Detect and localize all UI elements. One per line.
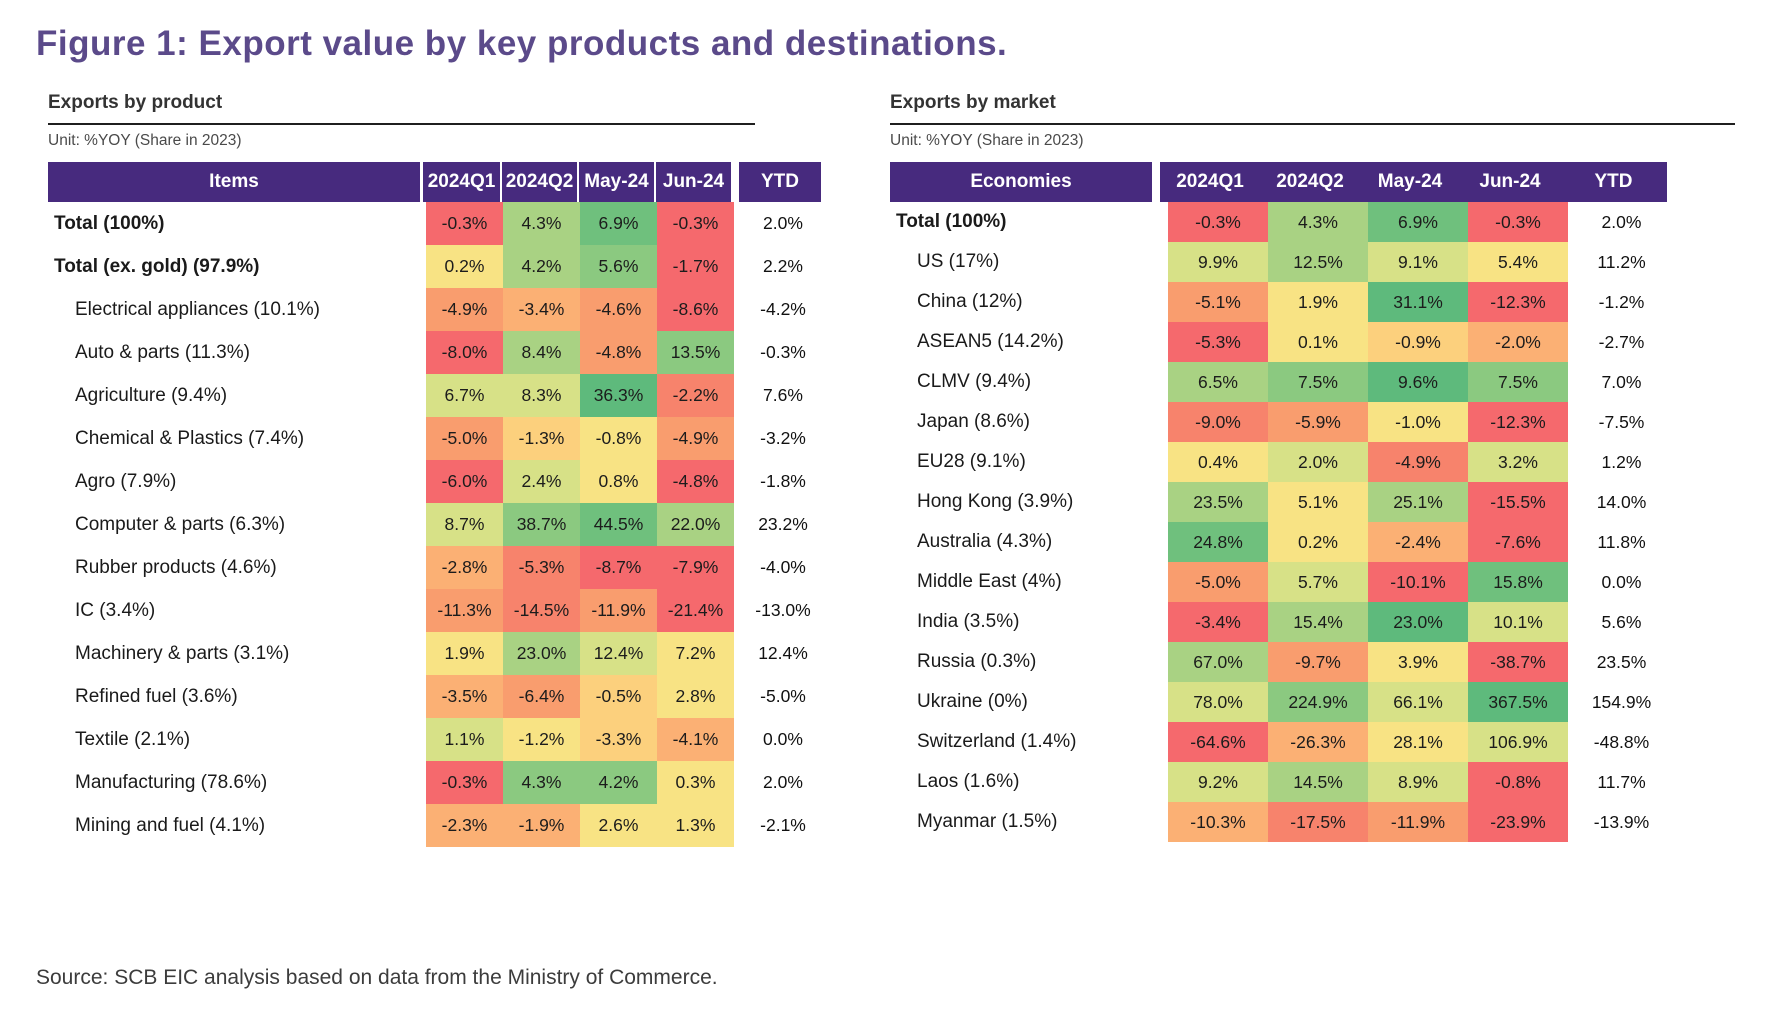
value-cell: -4.8% [580,331,657,374]
value-cell: 367.5% [1468,682,1568,722]
table-row [48,718,858,761]
ytd-value: -2.7% [1568,322,1675,362]
table-row [48,589,858,632]
table-header-row [48,162,858,202]
row-label: Agro (7.9%) [75,470,177,492]
value-cell: 66.1% [1368,682,1468,722]
value-cell: -2.3% [426,804,503,847]
column-gap [734,632,742,675]
value-cell: -26.3% [1268,722,1368,762]
value-cell: 12.4% [580,632,657,675]
value-cell: -0.3% [426,761,503,804]
value-cell: 14.5% [1268,762,1368,802]
column-gap [734,589,742,632]
column-header-may-24: May-24 [1360,162,1460,202]
value-cell: -8.7% [580,546,657,589]
row-label: India (3.5%) [917,611,1020,632]
value-cell: -2.2% [657,374,734,417]
ytd-value: 23.5% [1568,642,1675,682]
value-cell: 10.1% [1468,602,1568,642]
value-cell: 4.3% [503,761,580,804]
table-row [890,522,1738,562]
value-cell: -0.9% [1368,322,1468,362]
table-row [890,762,1738,802]
row-label: Hong Kong (3.9%) [917,491,1074,512]
value-cell: -11.9% [1368,802,1468,842]
value-cell: -2.0% [1468,322,1568,362]
table-row [890,602,1738,642]
value-cell: 13.5% [657,331,734,374]
value-cell: 0.2% [426,245,503,288]
value-cell: 0.4% [1168,442,1268,482]
value-cell: 38.7% [503,503,580,546]
exports-by-product-panel [48,92,858,847]
table-row [890,802,1738,842]
table-row [890,482,1738,522]
table-row [48,374,858,417]
value-cell: 4.2% [580,761,657,804]
table-row [890,722,1738,762]
value-cell: 15.8% [1468,562,1568,602]
row-label: Middle East (4%) [917,571,1062,592]
value-cell: 7.5% [1468,362,1568,402]
table-body [48,202,858,847]
row-label: Australia (4.3%) [917,531,1053,552]
row-label: Textile (2.1%) [75,728,191,750]
column-header-economies: Economies [890,162,1160,202]
column-header-jun-24: Jun-24 [654,162,731,202]
value-cell: 24.8% [1168,522,1268,562]
value-cell: -14.5% [503,589,580,632]
value-cell: -11.9% [580,589,657,632]
row-label: Total (100%) [896,211,1007,232]
value-cell: 5.4% [1468,242,1568,282]
value-cell: 78.0% [1168,682,1268,722]
value-cell: -1.0% [1368,402,1468,442]
value-cell: -12.3% [1468,282,1568,322]
value-cell: -0.5% [580,675,657,718]
row-label: Chemical & Plastics (7.4%) [75,427,305,449]
value-cell: -4.9% [657,417,734,460]
row-label: Russia (0.3%) [917,651,1037,672]
value-cell: 5.6% [580,245,657,288]
column-gap [734,718,742,761]
row-label: EU28 (9.1%) [917,451,1026,472]
ytd-value: 154.9% [1568,682,1675,722]
value-cell: 25.1% [1368,482,1468,522]
value-cell: 4.3% [1268,202,1368,242]
value-cell: -5.1% [1168,282,1268,322]
table-row [48,460,858,503]
row-label: Refined fuel (3.6%) [75,685,238,707]
value-cell: 23.5% [1168,482,1268,522]
value-cell: 67.0% [1168,642,1268,682]
value-cell: -3.4% [1168,602,1268,642]
value-cell: 0.1% [1268,322,1368,362]
ytd-value: 2.0% [742,202,824,245]
ytd-value: 0.0% [1568,562,1675,602]
column-gap [734,374,742,417]
table-row [890,642,1738,682]
value-cell: -4.9% [1368,442,1468,482]
ytd-value: 11.8% [1568,522,1675,562]
value-cell: 3.9% [1368,642,1468,682]
value-cell: 9.1% [1368,242,1468,282]
table-row [48,331,858,374]
column-gap [734,331,742,374]
row-label: Japan (8.6%) [917,411,1031,432]
ytd-value: 5.6% [1568,602,1675,642]
row-label: CLMV (9.4%) [917,371,1032,392]
value-cell: 31.1% [1368,282,1468,322]
exports-by-market-table [890,162,1738,842]
value-cell: -5.0% [1168,562,1268,602]
table-row [48,417,858,460]
panel-heading-product: Exports by product [48,92,755,125]
value-cell: -3.3% [580,718,657,761]
value-cell: -6.0% [426,460,503,503]
column-gap [734,503,742,546]
value-cell: 4.3% [503,202,580,245]
value-cell: -0.8% [1468,762,1568,802]
value-cell: 23.0% [503,632,580,675]
value-cell: 1.9% [1268,282,1368,322]
table-row [890,322,1738,362]
value-cell: -4.1% [657,718,734,761]
unit-label-product: Unit: %YOY (Share in 2023) [48,132,242,149]
value-cell: -3.4% [503,288,580,331]
table-row [890,242,1738,282]
column-gap [734,202,742,245]
value-cell: -0.3% [426,202,503,245]
row-label: Total (100%) [54,212,165,234]
ytd-value: -1.8% [742,460,824,503]
value-cell: -23.9% [1468,802,1568,842]
value-cell: -1.2% [503,718,580,761]
ytd-value: -4.0% [742,546,824,589]
value-cell: 0.8% [580,460,657,503]
value-cell: 12.5% [1268,242,1368,282]
row-label: Manufacturing (78.6%) [75,771,268,793]
value-cell: 8.9% [1368,762,1468,802]
value-cell: -64.6% [1168,722,1268,762]
value-cell: 8.4% [503,331,580,374]
value-cell: -2.4% [1368,522,1468,562]
ytd-value: 2.2% [742,245,824,288]
ytd-value: 11.2% [1568,242,1675,282]
column-header-items: Items [48,162,423,202]
ytd-value: 7.6% [742,374,824,417]
row-label: Total (ex. gold) (97.9%) [54,255,260,277]
value-cell: -11.3% [426,589,503,632]
row-label: US (17%) [917,251,1000,272]
column-header-2024q2: 2024Q2 [500,162,577,202]
value-cell: -12.3% [1468,402,1568,442]
value-cell: -8.6% [657,288,734,331]
value-cell: 1.1% [426,718,503,761]
table-row [48,245,858,288]
value-cell: -1.7% [657,245,734,288]
value-cell: -10.3% [1168,802,1268,842]
row-label: Rubber products (4.6%) [75,556,277,578]
column-header-ytd: YTD [1560,162,1667,202]
value-cell: -10.1% [1368,562,1468,602]
value-cell: 7.2% [657,632,734,675]
value-cell: -2.8% [426,546,503,589]
ytd-value: -5.0% [742,675,824,718]
value-cell: 5.1% [1268,482,1368,522]
value-cell: -4.8% [657,460,734,503]
ytd-value: 12.4% [742,632,824,675]
table-row [890,442,1738,482]
column-header-ytd: YTD [739,162,821,202]
table-row [890,282,1738,322]
column-gap [734,675,742,718]
ytd-value: 11.7% [1568,762,1675,802]
table-row [890,682,1738,722]
table-row [48,503,858,546]
value-cell: 15.4% [1268,602,1368,642]
row-label: Auto & parts (11.3%) [75,341,250,363]
ytd-value: -0.3% [742,331,824,374]
value-cell: 6.5% [1168,362,1268,402]
value-cell: 44.5% [580,503,657,546]
unit-label-market: Unit: %YOY (Share in 2023) [890,132,1084,149]
exports-by-market-panel [890,92,1738,842]
value-cell: 1.9% [426,632,503,675]
value-cell: -38.7% [1468,642,1568,682]
ytd-value: -2.1% [742,804,824,847]
value-cell: -21.4% [657,589,734,632]
table-row [48,761,858,804]
value-cell: 36.3% [580,374,657,417]
value-cell: 2.8% [657,675,734,718]
ytd-value: -3.2% [742,417,824,460]
column-gap [734,245,742,288]
row-label: Laos (1.6%) [917,771,1020,792]
table-row [48,288,858,331]
ytd-value: -13.0% [742,589,824,632]
row-label: Switzerland (1.4%) [917,731,1077,752]
row-label: Electrical appliances (10.1%) [75,298,321,320]
column-gap [734,546,742,589]
value-cell: -5.9% [1268,402,1368,442]
ytd-value: 14.0% [1568,482,1675,522]
value-cell: 5.7% [1268,562,1368,602]
value-cell: 2.4% [503,460,580,503]
panel-heading-market: Exports by market [890,92,1735,125]
row-label: Agriculture (9.4%) [75,384,228,406]
value-cell: -7.6% [1468,522,1568,562]
value-cell: 28.1% [1368,722,1468,762]
table-body [890,202,1738,842]
value-cell: -17.5% [1268,802,1368,842]
source-note: Source: SCB EIC analysis based on data from the Ministry of Commerce. [36,966,718,989]
value-cell: 8.3% [503,374,580,417]
row-label: Ukraine (0%) [917,691,1028,712]
value-cell: 2.0% [1268,442,1368,482]
ytd-value: 2.0% [742,761,824,804]
row-label: ASEAN5 (14.2%) [917,331,1064,352]
value-cell: -15.5% [1468,482,1568,522]
value-cell: 0.2% [1268,522,1368,562]
value-cell: 1.3% [657,804,734,847]
value-cell: -7.9% [657,546,734,589]
value-cell: -0.3% [657,202,734,245]
table-row [48,202,858,245]
column-gap [731,162,739,202]
ytd-value: -7.5% [1568,402,1675,442]
table-row [890,202,1738,242]
value-cell: -9.7% [1268,642,1368,682]
table-row [48,675,858,718]
value-cell: 9.9% [1168,242,1268,282]
value-cell: 9.2% [1168,762,1268,802]
ytd-value: -13.9% [1568,802,1675,842]
value-cell: 6.9% [1368,202,1468,242]
value-cell: 23.0% [1368,602,1468,642]
value-cell: -5.3% [503,546,580,589]
figure-title: Figure 1: Export value by key products and destinations. [36,24,1008,63]
row-label: Computer & parts (6.3%) [75,513,286,535]
value-cell: -3.5% [426,675,503,718]
column-gap [734,417,742,460]
value-cell: 6.7% [426,374,503,417]
value-cell: 0.3% [657,761,734,804]
table-row [48,804,858,847]
column-header-may-24: May-24 [577,162,654,202]
table-row [48,632,858,675]
value-cell: 106.9% [1468,722,1568,762]
table-header-row [890,162,1738,202]
table-row [890,362,1738,402]
value-cell: 22.0% [657,503,734,546]
value-cell: -1.9% [503,804,580,847]
value-cell: 7.5% [1268,362,1368,402]
column-gap [734,804,742,847]
value-cell: 9.6% [1368,362,1468,402]
column-gap [734,288,742,331]
value-cell: 2.6% [580,804,657,847]
row-label: Machinery & parts (3.1%) [75,642,290,664]
value-cell: 6.9% [580,202,657,245]
column-header-jun-24: Jun-24 [1460,162,1560,202]
value-cell: -8.0% [426,331,503,374]
value-cell: -0.3% [1468,202,1568,242]
value-cell: 224.9% [1268,682,1368,722]
row-label: Mining and fuel (4.1%) [75,814,266,836]
ytd-value: 1.2% [1568,442,1675,482]
value-cell: 3.2% [1468,442,1568,482]
ytd-value: -48.8% [1568,722,1675,762]
ytd-value: 2.0% [1568,202,1675,242]
ytd-value: -4.2% [742,288,824,331]
value-cell: -0.8% [580,417,657,460]
exports-by-product-table [48,162,858,847]
value-cell: -4.6% [580,288,657,331]
value-cell: -5.3% [1168,322,1268,362]
value-cell: -5.0% [426,417,503,460]
row-label: China (12%) [917,291,1023,312]
value-cell: -1.3% [503,417,580,460]
ytd-value: 23.2% [742,503,824,546]
ytd-value: -1.2% [1568,282,1675,322]
column-header-2024q1: 2024Q1 [1160,162,1260,202]
column-gap [734,460,742,503]
value-cell: 4.2% [503,245,580,288]
table-row [890,562,1738,602]
ytd-value: 0.0% [742,718,824,761]
column-header-2024q1: 2024Q1 [423,162,500,202]
column-header-2024q2: 2024Q2 [1260,162,1360,202]
ytd-value: 7.0% [1568,362,1675,402]
value-cell: -6.4% [503,675,580,718]
value-cell: -9.0% [1168,402,1268,442]
row-label: Myanmar (1.5%) [917,811,1058,832]
table-row [48,546,858,589]
value-cell: 8.7% [426,503,503,546]
column-gap [734,761,742,804]
row-label: IC (3.4%) [75,599,156,621]
value-cell: -0.3% [1168,202,1268,242]
table-row [890,402,1738,442]
value-cell: -4.9% [426,288,503,331]
